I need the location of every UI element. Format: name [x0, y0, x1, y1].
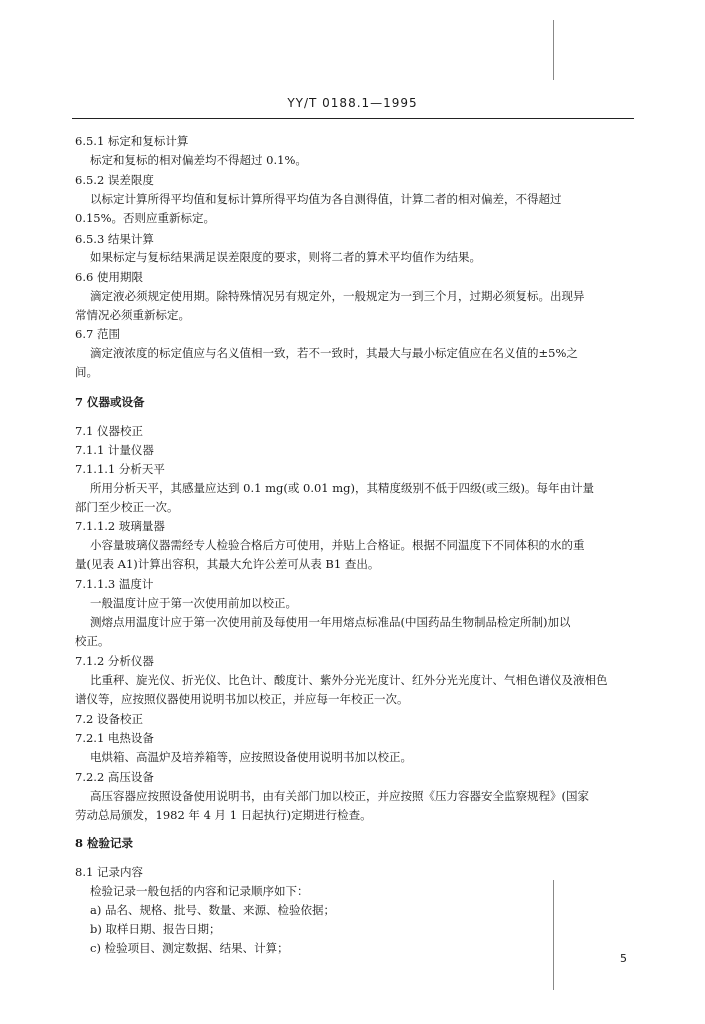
text-line: c) 检验项目、测定数据、结果、计算；	[90, 941, 289, 955]
text-line: a) 品名、规格、批号、数量、来源、检验依据；	[90, 903, 335, 917]
text-line: 7.2 设备校正	[75, 712, 143, 726]
text-line: 量(见表 A1)计算出容积，其最大允许公差可从表 B1 查出。	[75, 557, 380, 571]
text-line: 高压容器应按照设备使用说明书，由有关部门加以校正，并应按照《压力容器安全监察规程》(国家	[90, 789, 589, 803]
text-line: 谱仪等，应按照仪器使用说明书加以校正，并应每一年校正一次。	[75, 692, 409, 706]
text-line: 7.2.1 电热设备	[75, 731, 154, 745]
text-line: 7.2.2 高压设备	[75, 770, 154, 784]
text-line: 间。	[75, 365, 98, 379]
text-line: 小容量玻璃仪器需经专人检验合格后方可使用，并贴上合格证。根据不同温度下不同体积的水的重	[90, 538, 585, 552]
text-line: 检验记录一般包括的内容和记录顺序如下：	[90, 884, 309, 898]
text-line: 6.5.3 结果计算	[75, 232, 154, 246]
section-heading: 8 检验记录	[75, 836, 134, 850]
text-line: 滴定液必须规定使用期。除特殊情况另有规定外，一般规定为一到三个月，过期必须复标。出现异	[90, 289, 585, 303]
text-line: 8.1 记录内容	[75, 865, 143, 879]
scan-artifact	[553, 880, 554, 990]
text-line: 一般温度计应于第一次使用前加以校正。	[90, 596, 297, 610]
text-line: 比重秤、旋光仪、折光仪、比色计、酸度计、紫外分光光度计、红外分光光度计、气相色谱仪及液相色	[90, 673, 608, 687]
text-line: 常情况必须重新标定。	[75, 308, 190, 322]
text-line: 6.5.1 标定和复标计算	[75, 134, 189, 148]
standard-code-header: YY/T 0188.1—1995	[287, 96, 418, 110]
text-line: 7.1.1.2 玻璃量器	[75, 519, 165, 533]
header-rule	[72, 118, 634, 119]
text-line: 6.6 使用期限	[75, 270, 143, 284]
text-line: 标定和复标的相对偏差均不得超过 0.1%。	[90, 153, 307, 167]
text-line: 7.1 仪器校正	[75, 424, 143, 438]
text-line: 如果标定与复标结果满足误差限度的要求，则将二者的算术平均值作为结果。	[90, 250, 481, 264]
section-heading: 7 仪器或设备	[75, 395, 145, 409]
page-number: 5	[620, 952, 627, 965]
text-line: 滴定液浓度的标定值应与名义值相一致，若不一致时，其最大与最小标定值应在名义值的±5%之	[90, 346, 578, 360]
text-line: 7.1.2 分析仪器	[75, 654, 154, 668]
text-line: 6.7 范围	[75, 327, 120, 341]
text-line: 测熔点用温度计应于第一次使用前及每使用一年用熔点标准品(中国药品生物制品检定所制)加以	[90, 615, 571, 629]
text-line: 7.1.1 计量仪器	[75, 443, 154, 457]
text-line: b) 取样日期、报告日期；	[90, 922, 221, 936]
text-line: 劳动总局颁发，1982 年 4 月 1 日起执行)定期进行检查。	[75, 808, 372, 822]
scan-artifact	[553, 20, 554, 80]
text-line: 7.1.1.1 分析天平	[75, 462, 165, 476]
text-line: 0.15%。否则应重新标定。	[75, 211, 216, 225]
text-line: 所用分析天平，其感量应达到 0.1 mg(或 0.01 mg)，其精度级别不低于四级(或三级)。每年由计量	[90, 481, 594, 495]
text-line: 部门至少校正一次。	[75, 500, 179, 514]
text-line: 电烘箱、高温炉及培养箱等，应按照设备使用说明书加以校正。	[90, 750, 412, 764]
text-line: 校正。	[75, 634, 110, 648]
text-line: 以标定计算所得平均值和复标计算所得平均值为各自测得值，计算二者的相对偏差，不得超过	[90, 192, 562, 206]
text-line: 7.1.1.3 温度计	[75, 577, 154, 591]
text-line: 6.5.2 误差限度	[75, 173, 154, 187]
